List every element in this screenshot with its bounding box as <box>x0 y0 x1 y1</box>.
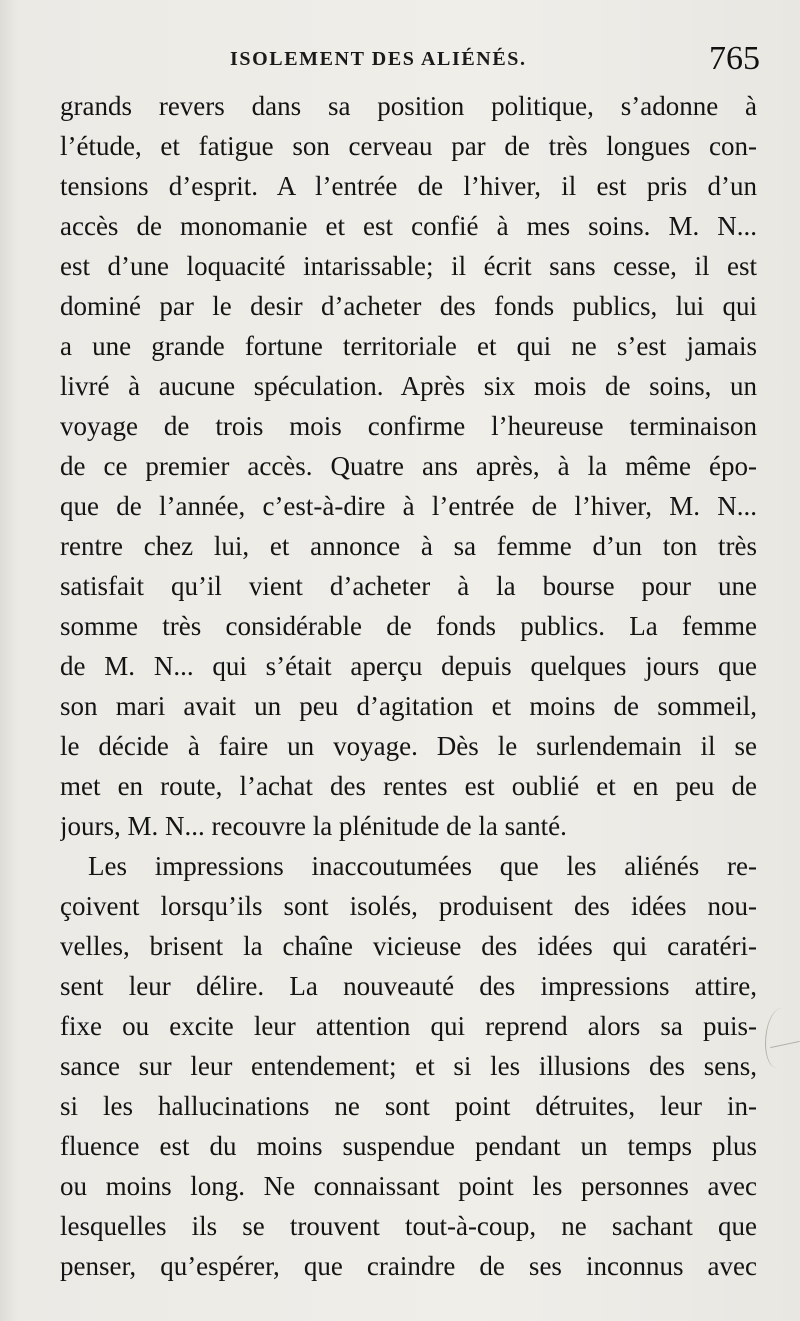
running-title: ISOLEMENT DES ALIÉNÉS. <box>230 48 527 70</box>
text-line: de ce premier accès. Quatre ans après, à la même épo- <box>60 451 757 481</box>
text-line: ou moins long. Ne connaissant point les personnes avec <box>60 1171 757 1201</box>
text-line: est d’une loquacité intarissable; il écrit sans cesse, il est <box>60 251 757 281</box>
text-line: jours, M. N... recouvre la plénitude de la santé. <box>60 811 567 841</box>
text-line: penser, qu’espérer, que craindre de ses inconnus avec <box>60 1251 757 1281</box>
page-number: 765 <box>709 40 760 77</box>
text-line: satisfait qu’il vient d’acheter à la bourse pour une <box>60 571 757 601</box>
text-line: grands revers dans sa position politique, s’adonne à <box>60 91 757 121</box>
text-line: lesquelles ils se trouvent tout-à-coup, ne sachant que <box>60 1211 757 1241</box>
text-line: somme très considérable de fonds publics. La femme <box>60 611 757 641</box>
text-line: sance sur leur entendement; et si les illusions des sens, <box>60 1051 757 1081</box>
text-line: rentre chez lui, et annonce à sa femme d’un ton très <box>60 531 757 561</box>
text-line: son mari avait un peu d’agitation et moins de sommeil, <box>60 691 757 721</box>
text-line: de M. N... qui s’était aperçu depuis quelques jours que <box>60 651 757 681</box>
margin-pencil-mark <box>765 1008 794 1068</box>
text-line: accès de monomanie et est confié à mes soins. M. N... <box>60 211 757 241</box>
text-line: livré à aucune spéculation. Après six mois de soins, un <box>60 371 757 401</box>
text-line: dominé par le desir d’acheter des fonds publics, lui qui <box>60 291 757 321</box>
running-head <box>60 40 760 84</box>
text-line: met en route, l’achat des rentes est oublié et en peu de <box>60 771 757 801</box>
text-line: l’étude, et fatigue son cerveau par de très longues con- <box>60 131 757 161</box>
text-line: tensions d’esprit. A l’entrée de l’hiver, il est pris d’un <box>60 171 757 201</box>
text-line: velles, brisent la chaîne vicieuse des idées qui caratéri- <box>60 931 757 961</box>
paragraph-start-line: Les impressions inaccoutumées que les aliénés re- <box>88 851 757 881</box>
text-line: fluence est du moins suspendue pendant un temps plus <box>60 1131 757 1161</box>
text-line: fixe ou excite leur attention qui reprend alors sa puis- <box>60 1011 757 1041</box>
text-line: que de l’année, c’est-à-dire à l’entrée de l’hiver, M. N... <box>60 491 757 521</box>
text-line: voyage de trois mois confirme l’heureuse terminaison <box>60 411 757 441</box>
body-text <box>60 86 757 1286</box>
text-line: çoivent lorsqu’ils sont isolés, produisent des idées nou- <box>60 891 757 921</box>
text-line: a une grande fortune territoriale et qui ne s’est jamais <box>60 331 757 361</box>
text-line: si les hallucinations ne sont point détruites, leur in- <box>60 1091 757 1121</box>
text-line: le décide à faire un voyage. Dès le surlendemain il se <box>60 731 757 761</box>
text-line: sent leur délire. La nouveauté des impressions attire, <box>60 971 757 1001</box>
